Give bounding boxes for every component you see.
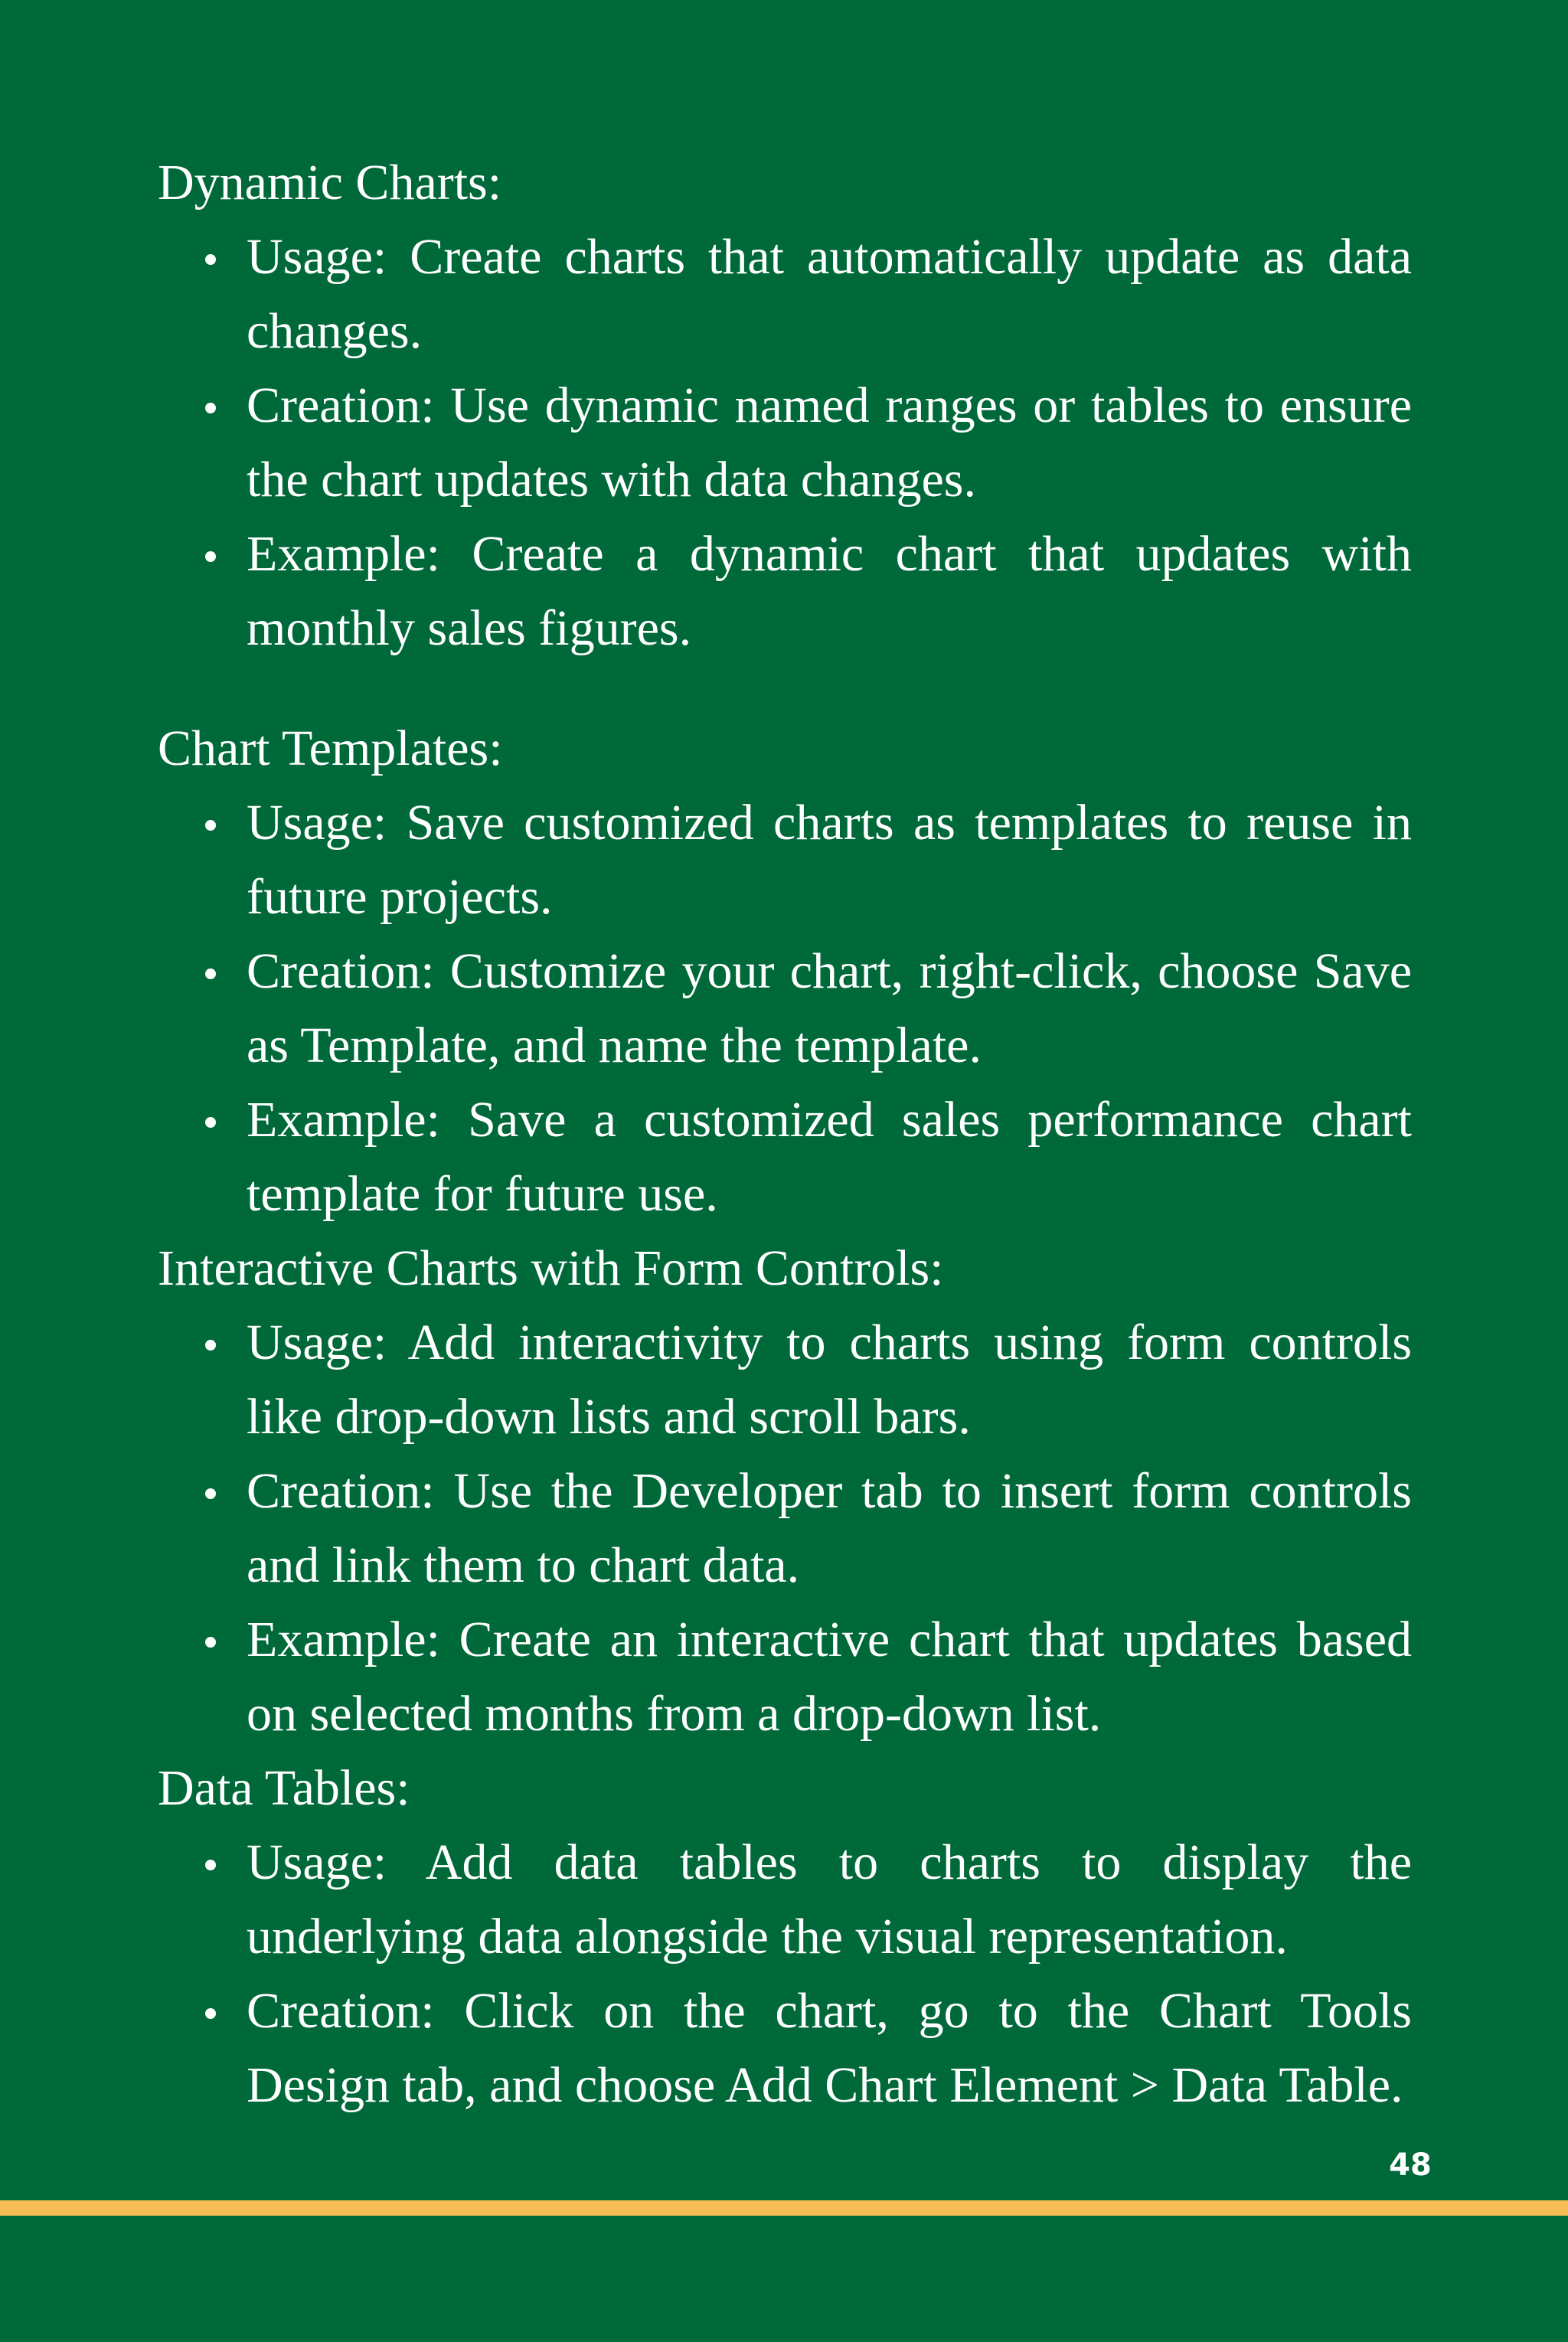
list-item-text: Example: Create an interactive chart that updates based on selected months from a drop-down list.: [247, 1612, 1412, 1742]
bullet-icon: [205, 968, 216, 979]
footer-divider: [0, 2200, 1568, 2216]
section-interactive-charts: [158, 1231, 1412, 1751]
list-item-text: Creation: Use dynamic named ranges or tables to ensure the chart updates with data changes.: [247, 377, 1412, 508]
list-item-text: Example: Save a customized sales performance chart template for future use.: [247, 1092, 1412, 1222]
section-dynamic-charts: [158, 145, 1412, 665]
bullet-list: [158, 1305, 1412, 1751]
list-item: [158, 517, 1412, 665]
list-item: [158, 368, 1412, 517]
bullet-icon: [205, 1860, 216, 1870]
bullet-icon: [205, 2008, 216, 2019]
page-content: [158, 145, 1412, 2122]
bullet-icon: [205, 551, 216, 562]
bullet-icon: [205, 1488, 216, 1499]
section-chart-templates: [158, 711, 1412, 1231]
bullet-list: [158, 786, 1412, 1231]
list-item: [158, 1454, 1412, 1602]
bullet-icon: [205, 254, 216, 265]
bullet-list: [158, 220, 1412, 665]
section-heading: Chart Templates:: [158, 720, 503, 776]
bullet-icon: [205, 1340, 216, 1351]
list-item: [158, 1825, 1412, 1974]
list-item-text: Usage: Save customized charts as templates to reuse in future projects.: [247, 795, 1412, 925]
section-data-tables: [158, 1751, 1412, 2122]
bullet-icon: [205, 820, 216, 831]
list-item: [158, 1974, 1412, 2122]
list-item-text: Example: Create a dynamic chart that updates with monthly sales figures.: [247, 526, 1412, 656]
bullet-list: [158, 1825, 1412, 2122]
section-heading: Interactive Charts with Form Controls:: [158, 1240, 944, 1296]
section-heading: Data Tables:: [158, 1760, 410, 1816]
list-item-text: Creation: Customize your chart, right-click, choose Save as Template, and name the template.: [247, 943, 1412, 1073]
page-number: 48: [1389, 2148, 1432, 2183]
bullet-icon: [205, 1637, 216, 1648]
list-item-text: Usage: Add interactivity to charts using form controls like drop-down lists and scroll bars.: [247, 1315, 1412, 1445]
section-heading: Dynamic Charts:: [158, 155, 502, 211]
list-item: [158, 1602, 1412, 1751]
list-item: [158, 934, 1412, 1083]
list-item: [158, 1305, 1412, 1454]
list-item-text: Usage: Add data tables to charts to display the underlying data alongside the visual representation.: [247, 1834, 1412, 1965]
list-item: [158, 1083, 1412, 1231]
list-item: [158, 786, 1412, 934]
bullet-icon: [205, 403, 216, 413]
bullet-icon: [205, 1117, 216, 1128]
list-item-text: Usage: Create charts that automatically update as data changes.: [247, 229, 1412, 359]
list-item: [158, 220, 1412, 368]
list-item-text: Creation: Click on the chart, go to the Chart Tools Design tab, and choose Add Chart Element > Data Table.: [247, 1983, 1412, 2113]
list-item-text: Creation: Use the Developer tab to insert form controls and link them to chart data.: [247, 1463, 1412, 1593]
